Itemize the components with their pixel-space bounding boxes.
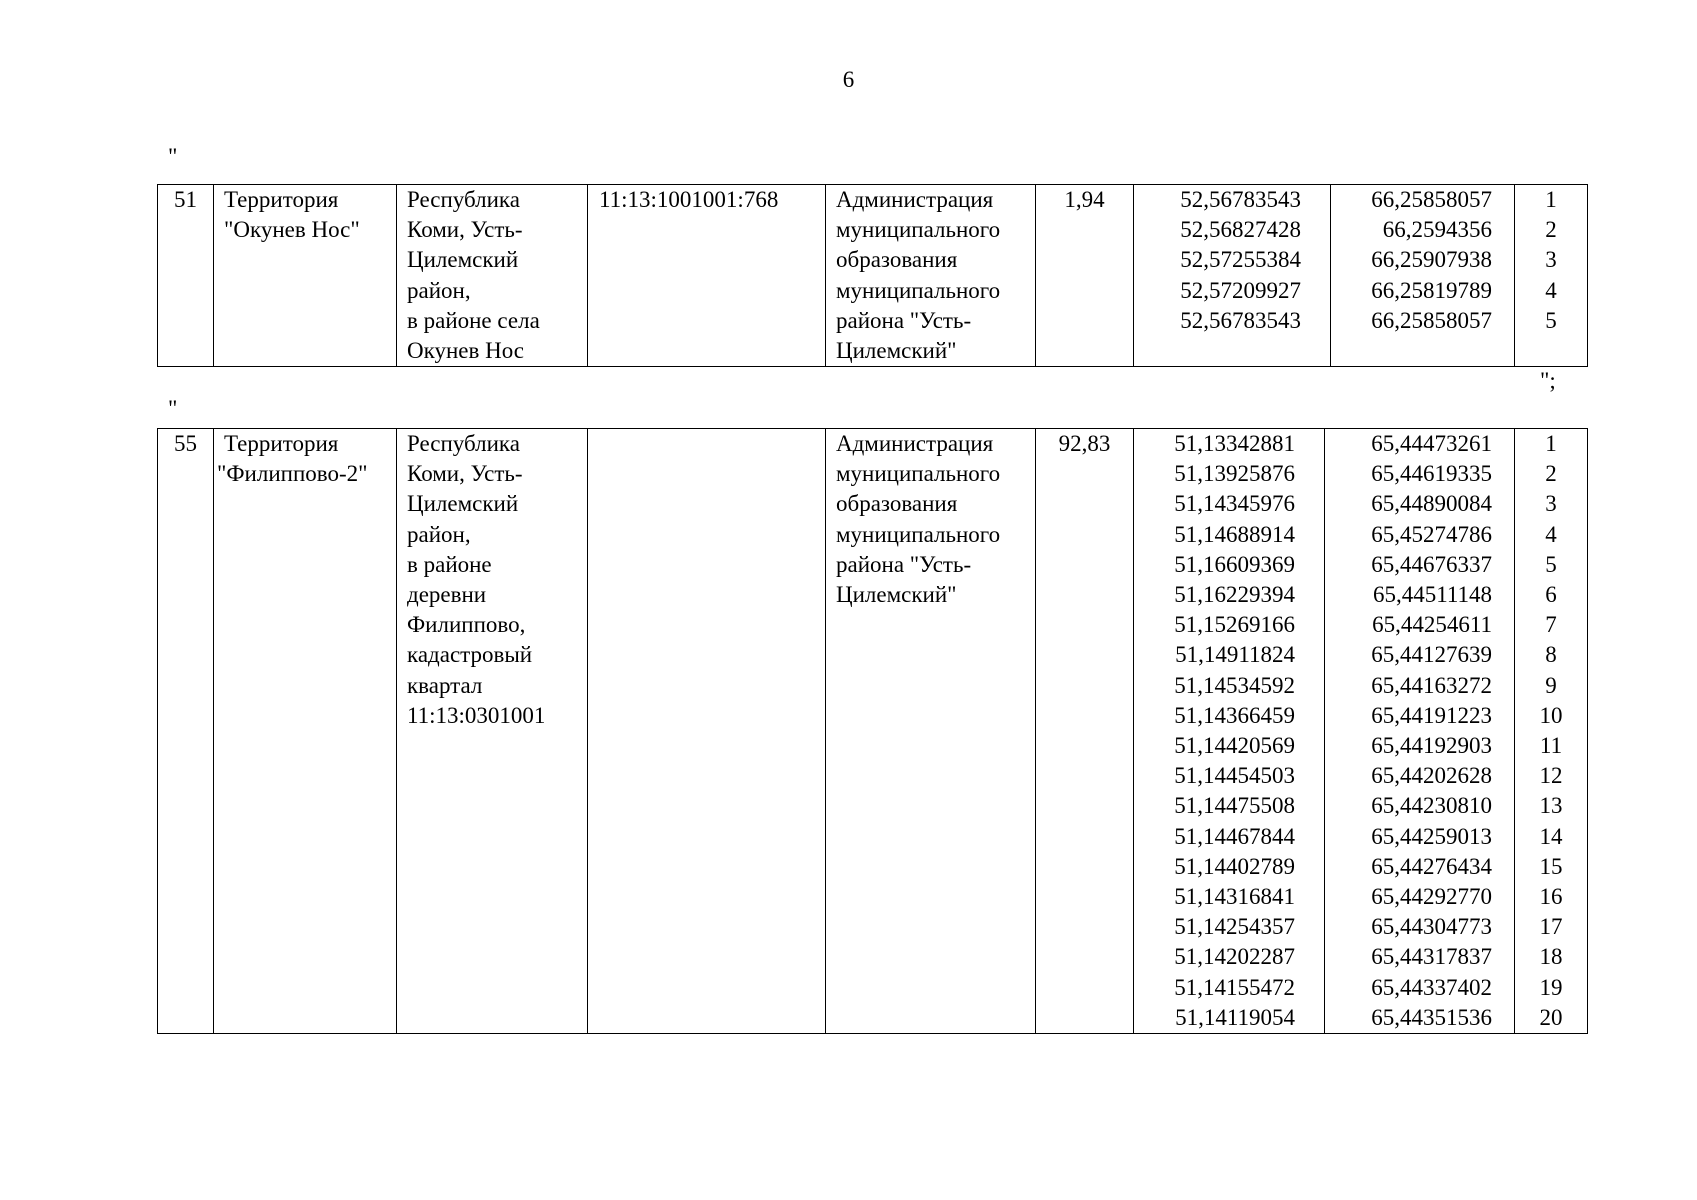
open-quote-mark: " bbox=[168, 396, 178, 421]
table-row bbox=[158, 185, 1588, 367]
territory-name: Территория "Окунев Нос" bbox=[214, 185, 397, 367]
area: 1,94 bbox=[1036, 185, 1134, 367]
cadastral-number bbox=[588, 429, 826, 1034]
organization: Администрация муниципального образования муниципального района "Усть- Цилемский" bbox=[826, 429, 1036, 1034]
organization: Администрация муниципального образования муниципального района "Усть- Цилемский" bbox=[826, 185, 1036, 367]
table-row bbox=[158, 429, 1588, 1034]
point-number-column: 1 2 3 4 5 6 7 8 9 10 11 12 13 14 15 16 17 18 19 20 bbox=[1515, 429, 1588, 1034]
territory-location: Республика Коми, Усть- Цилемский район, в районе деревни Филиппово, кадастровый квартал 11:13:0301001 bbox=[397, 429, 588, 1034]
open-quote-mark: " bbox=[168, 144, 178, 169]
latitude-column: 51,13342881 51,13925876 51,14345976 51,14688914 51,16609369 51,16229394 51,15269166 51,14911824 51,14534592 51,14366459 51,14420569 51,14454503 51,14475508 51,14467844 51,14402789 51,14316841 51,14254357 51,14202287 51,14155472 51,14119054 bbox=[1134, 429, 1325, 1034]
point-number-column: 1 2 3 4 5 bbox=[1515, 185, 1588, 367]
entry-number: 55 bbox=[158, 429, 214, 1034]
page-number: 6 bbox=[842, 67, 855, 92]
longitude-column: 65,44473261 65,44619335 65,44890084 65,45274786 65,44676337 65,44511148 65,44254611 65,44127639 65,44163272 65,44191223 65,44192903 65,44202628 65,44230810 65,44259013 65,44276434 65,44292770 65,44304773 65,44317837 65,44337402 65,44351536 bbox=[1325, 429, 1515, 1034]
territory-table-55 bbox=[157, 428, 1588, 1034]
close-quote-mark: "; bbox=[1540, 368, 1556, 393]
entry-number: 51 bbox=[158, 185, 214, 367]
territory-name: Территория "Филиппово-2" bbox=[214, 429, 397, 1034]
territory-table-51 bbox=[157, 184, 1588, 367]
longitude-column: 66,25858057 66,2594356 66,25907938 66,25819789 66,25858057 bbox=[1331, 185, 1515, 367]
cadastral-number: 11:13:1001001:768 bbox=[588, 185, 826, 367]
latitude-column: 52,56783543 52,56827428 52,57255384 52,57209927 52,56783543 bbox=[1134, 185, 1331, 367]
area: 92,83 bbox=[1036, 429, 1134, 1034]
territory-location: Республика Коми, Усть- Цилемский район, в районе села Окунев Нос bbox=[397, 185, 588, 367]
